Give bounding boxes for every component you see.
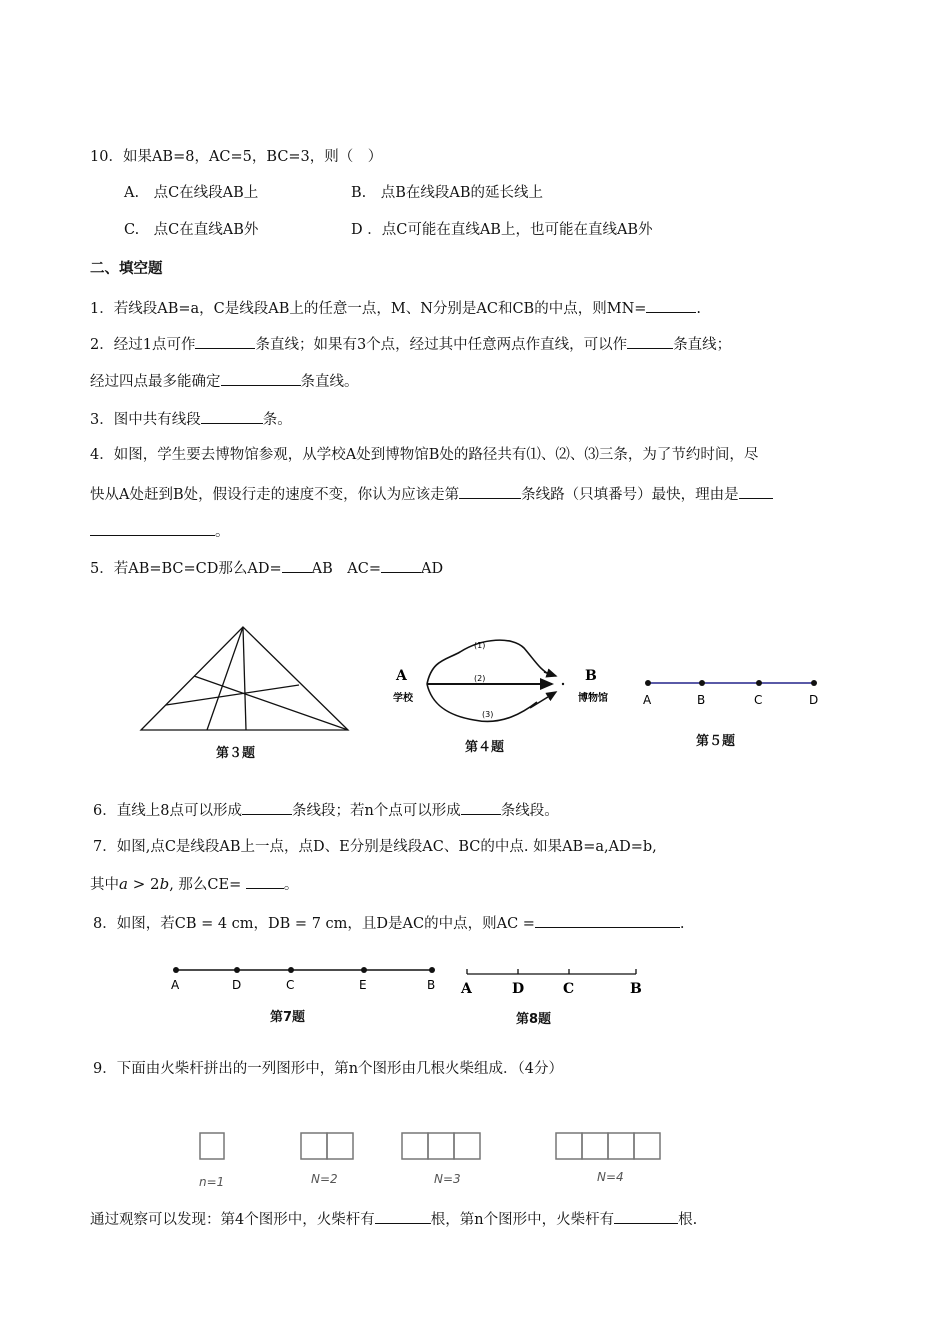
q10-option-c: C. 点C在直线AB外 <box>124 222 259 238</box>
fig4-route-3-label: (3) <box>482 710 494 719</box>
fill-q9-blank-1[interactable] <box>375 1209 431 1224</box>
fig8-label-b: B <box>630 981 642 997</box>
fill-q9-answer <box>90 1209 697 1229</box>
match-label-3: N=3 <box>434 1172 461 1186</box>
fig8-label-c: C <box>563 981 575 997</box>
fig5-label-b: B <box>697 693 706 707</box>
figure-5-caption: 第５题 <box>696 734 736 749</box>
fill-q6-text-b: 条线段；若n个点可以形成 <box>291 803 461 819</box>
fig4-label-school: 学校 <box>393 693 413 704</box>
fig7-label-b: B <box>427 978 436 992</box>
match-label-4: N=4 <box>597 1170 624 1184</box>
fill-q4-text-a: 快从A处赶到B处，假设行走的速度不变，你认为应该走第 <box>90 487 460 503</box>
fig5-label-c: C <box>754 693 763 707</box>
fill-q7-text-a: 其中 <box>90 877 119 893</box>
fill-q7-text-b: , 那么CE= <box>169 877 242 893</box>
fill-q2-text-c: 条直线； <box>673 337 732 353</box>
figure-4-caption: 第４题 <box>465 740 505 755</box>
fill-q7-end: 。 <box>283 877 299 893</box>
figure-3-caption: 第３题 <box>216 746 256 761</box>
fill-q4-text-b: 条线路（只填番号）最快，理由是 <box>521 487 739 503</box>
q10-option-d: D ．点C可能在直线AB上，也可能在直线AB外 <box>351 222 653 238</box>
fill-q2-text-b: 条直线；如果有3个点，经过其中任意两点作直线，可以作 <box>255 337 628 353</box>
fill-q4-end: 。 <box>215 524 230 540</box>
fig4-label-museum: 博物馆 <box>578 693 608 704</box>
q10-option-a: A. 点C在线段AB上 <box>124 185 259 201</box>
q10-stem: 10．如果AB=8，AC=5，BC=3，则（ ） <box>90 149 383 165</box>
fill-q5-text-b: AB AC= <box>311 561 381 577</box>
fill-q9-stem: 9．下面由火柴杆拼出的一列图形中，第n个图形由几根火柴组成．（4分） <box>93 1061 564 1077</box>
match-figure-3 <box>402 1133 480 1159</box>
fig4-route-2-label: (2) <box>474 674 486 683</box>
fig7-label-a: A <box>171 978 180 992</box>
fig7-label-c: C <box>286 978 295 992</box>
fig7-label-d: D <box>232 978 242 992</box>
fill-q6-text-a: 6．直线上8点可以形成 <box>93 803 242 819</box>
fill-q4-line1: 4．如图，学生要去博物馆参观，从学校A处到博物馆B处的路径共有⑴、⑵、⑶三条，为了节约时间，尽 <box>90 447 759 463</box>
fill-q3-text-a: 3．图中共有线段 <box>90 412 201 428</box>
q10-option-b: B. 点B在线段AB的延长线上 <box>351 185 544 201</box>
fig4-route-1-label: (1) <box>474 641 486 650</box>
fill-q3-text-b: 条。 <box>262 412 292 428</box>
fig5-label-a: A <box>643 693 652 707</box>
fill-q9-blank-2[interactable] <box>614 1209 678 1224</box>
fill-q1-tail: . <box>696 301 702 317</box>
fill-q1-text: 1．若线段AB=a，C是线段AB上的任意一点，M、N分别是AC和CB的中点，则MN= <box>90 301 647 317</box>
match-label-2: N=2 <box>311 1172 338 1186</box>
fig8-label-a: A <box>461 981 472 997</box>
figure-7-caption: 第7题 <box>270 1010 306 1025</box>
fig8-label-d: D <box>512 981 525 997</box>
fill-q5-text-a: 5．若AB=BC=CD那么AD= <box>90 561 282 577</box>
fill-q7-gt: > 2 <box>127 875 160 893</box>
match-figure-4 <box>556 1133 660 1159</box>
fill-q7-line1: 7．如图,点C是线段AB上一点，点D、E分别是线段AC、BC的中点. 如果AB=a,AD=b, <box>93 839 657 855</box>
fill-q2-text-d: 经过四点最多能确定 <box>90 374 221 390</box>
match-label-1: n=1 <box>199 1175 225 1189</box>
fig4-label-b: B <box>585 668 597 684</box>
fill-q6-text-c: 条线段。 <box>500 803 559 819</box>
fill-q5-text-c: AD <box>420 561 444 577</box>
fill-q8-end: . <box>679 916 685 932</box>
fill-q9-text-c: 根. <box>678 1212 698 1228</box>
fill-q8-text-a: 8．如图，若CB = 4 cm，DB = 7 cm，且D是AC的中点，则AC = <box>93 916 535 932</box>
match-figure-1 <box>200 1133 224 1159</box>
section-heading-fill-in: 二、填空题 <box>90 261 163 277</box>
fig7-label-e: E <box>359 978 367 992</box>
fill-q7-var-b: b <box>159 875 170 893</box>
fig5-label-d: D <box>809 693 819 707</box>
figure-8-caption: 第8题 <box>516 1012 552 1027</box>
match-figure-2 <box>301 1133 353 1159</box>
fig4-label-a: A <box>396 668 407 684</box>
fill-q2-text-a: 2．经过1点可作 <box>90 337 196 353</box>
fill-q2-text-e: 条直线。 <box>300 374 359 390</box>
fill-q9-text-a: 通过观察可以发现：第4个图形中，火柴杆有 <box>90 1212 375 1228</box>
fill-q7-var-a: a <box>119 875 128 893</box>
fill-q9-text-b: 根，第n个图形中，火柴杆有 <box>430 1212 615 1228</box>
